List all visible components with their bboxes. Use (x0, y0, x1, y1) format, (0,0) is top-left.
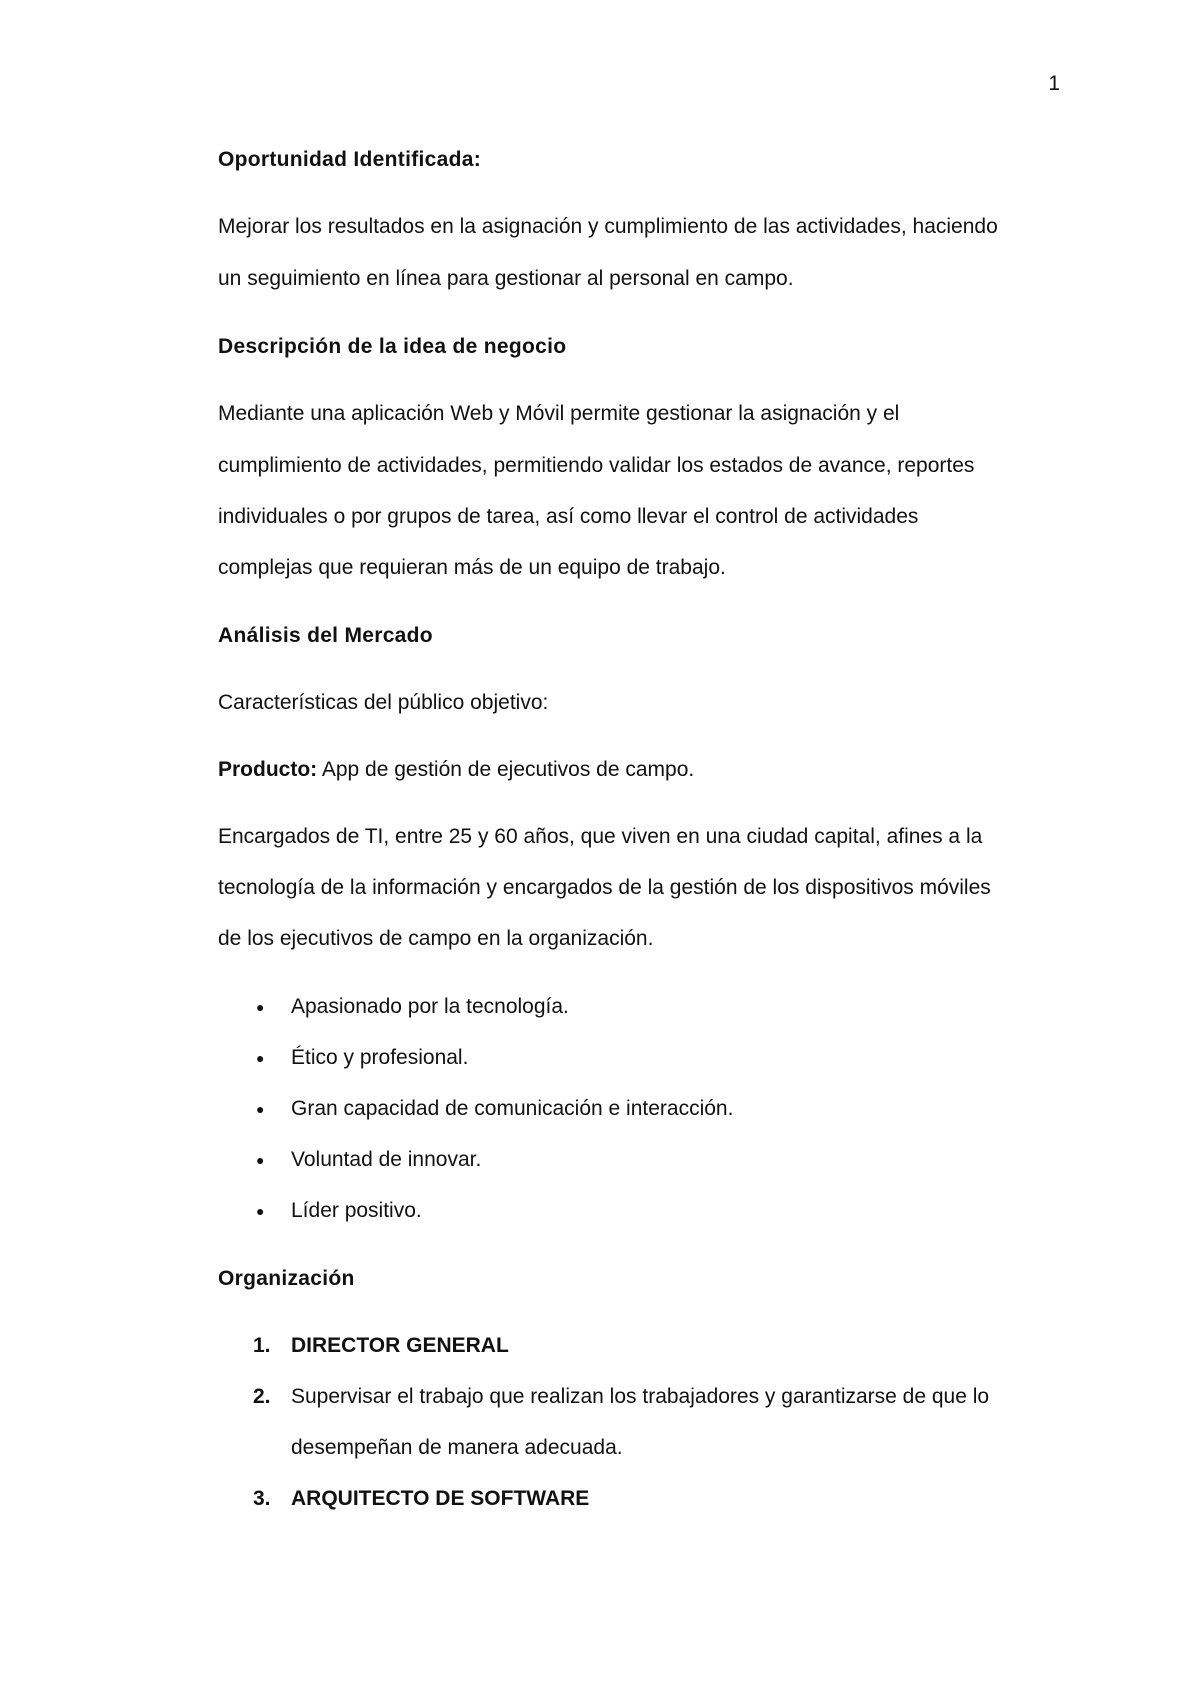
bullet-icon: ● (256, 1050, 265, 1066)
description-line-3: individuales o por grupos de tarea, así como llevar el control de actividades (218, 505, 919, 528)
org-item-2: Supervisar el trabajo que realizan los trabajadores y garantizarse de que lo (291, 1385, 990, 1408)
org-item-2-continuation: desempeñan de manera adecuada. (291, 1436, 623, 1459)
bullet-icon: ● (256, 1203, 265, 1219)
description-line-1: Mediante una aplicación Web y Móvil permite gestionar la asignación y el (218, 402, 900, 425)
org-item-1: DIRECTOR GENERAL (291, 1334, 509, 1357)
page-number: 1 (1048, 72, 1060, 95)
heading-description: Descripción de la idea de negocio (218, 335, 567, 358)
bullet-icon: ● (256, 1101, 265, 1117)
bullet-icon: ● (256, 1152, 265, 1168)
heading-market: Análisis del Mercado (218, 624, 433, 647)
description-line-4: complejas que requieran más de un equipo de trabajo. (218, 556, 726, 579)
org-item-3: ARQUITECTO DE SOFTWARE (291, 1487, 590, 1510)
opportunity-line-1: Mejorar los resultados en la asignación y cumplimiento de las actividades, haciendo (218, 215, 998, 238)
heading-opportunity: Oportunidad Identificada: (218, 148, 481, 171)
bullet-item-5: Líder positivo. (291, 1199, 422, 1222)
description-line-2: cumplimiento de actividades, permitiendo validar los estados de avance, reportes (218, 454, 975, 477)
product-text: App de gestión de ejecutivos de campo. (317, 758, 695, 781)
opportunity-line-2: un seguimiento en línea para gestionar al personal en campo. (218, 267, 794, 290)
list-number: 1. (253, 1334, 271, 1357)
product-label: Producto: (218, 758, 318, 781)
market-line-2: tecnología de la información y encargados de la gestión de los dispositivos móviles (218, 876, 991, 899)
list-number: 2. (253, 1385, 271, 1408)
audience-label: Características del público objetivo: (218, 691, 549, 714)
heading-organization: Organización (218, 1267, 355, 1290)
bullet-item-3: Gran capacidad de comunicación e interacción. (291, 1097, 734, 1120)
list-number: 3. (253, 1487, 271, 1510)
bullet-item-1: Apasionado por la tecnología. (291, 995, 569, 1018)
bullet-item-2: Ético y profesional. (291, 1046, 469, 1069)
market-line-1: Encargados de TI, entre 25 y 60 años, que viven en una ciudad capital, afines a la (218, 825, 983, 848)
market-line-3: de los ejecutivos de campo en la organización. (218, 927, 654, 950)
bullet-icon: ● (256, 999, 265, 1015)
product-line (218, 756, 694, 784)
bullet-item-4: Voluntad de innovar. (291, 1148, 482, 1171)
